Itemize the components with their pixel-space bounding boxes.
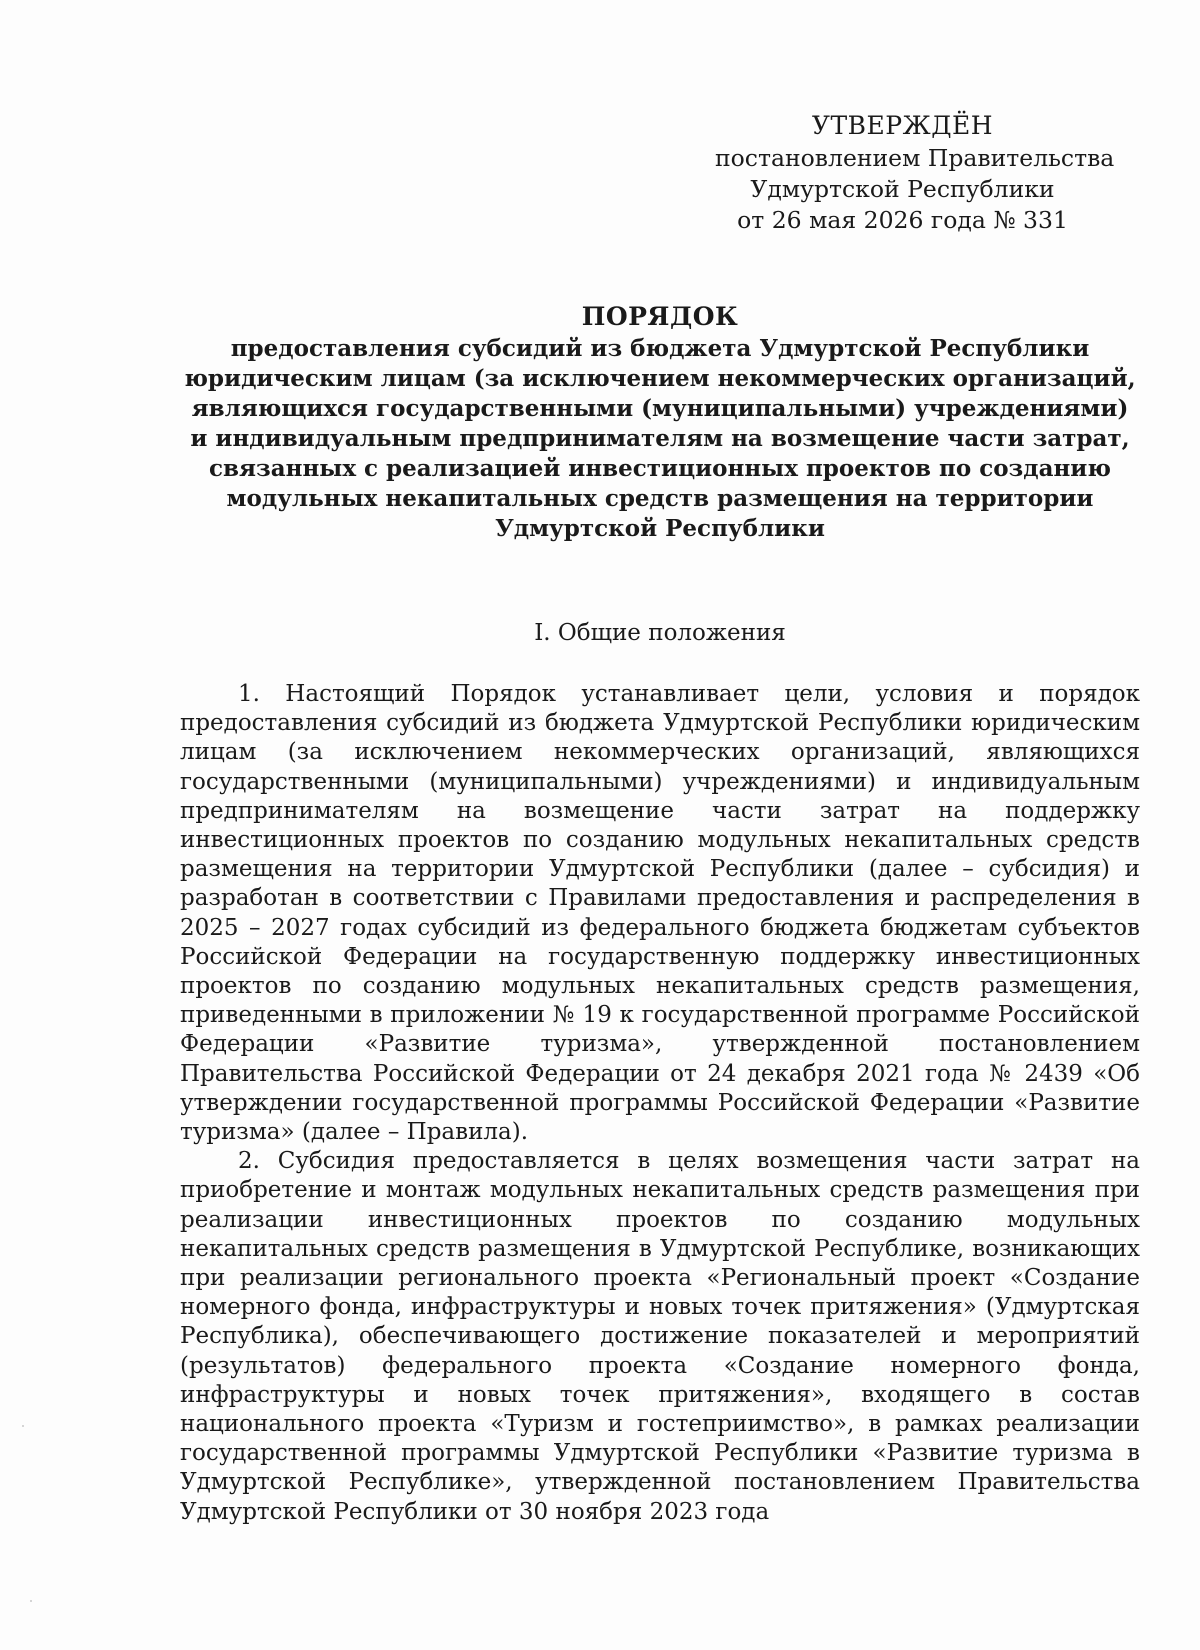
subtitle-line: Удмуртской Республики <box>495 515 825 542</box>
subtitle-line: юридическим лицам (за исключением некоммерческих организаций, <box>184 365 1136 392</box>
approval-date: от 26 мая 2026 года № 331 <box>737 206 1068 234</box>
section-title: I. Общие положения <box>534 620 786 646</box>
approval-line: Удмуртской Республики <box>750 175 1055 203</box>
paragraph: 2. Субсидия предоставляется в целях возмещения части затрат на приобретение и монтаж модульных некапитальных средств размещения при реализации инвестиционных проектов по созданию модульных некапитальных средств размещения в Удмуртской Республике, возникающих при реализации регионального проекта «Региональный проект «Создание номерного фонда, инфраструктуры и новых точек притяжения» (Удмуртская Республика), обеспечивающего достижение показателей и мероприятий (результатов) федерального проекта «Создание номерного фонда, инфраструктуры и новых точек притяжения», входящего в состав национального проекта «Туризм и гостеприимство», в рамках реализации государственной программы Удмуртской Республики «Развитие туризма в Удмуртской Республике», утвержденной постановлением Правительства Удмуртской Республики от 30 ноября 2023 года <box>180 1148 1140 1525</box>
subtitle-line: связанных с реализацией инвестиционных проектов по созданию <box>209 455 1111 482</box>
approval-title: УТВЕРЖДЁН <box>811 111 994 140</box>
subtitle-line: предоставления субсидий из бюджета Удмуртской Республики <box>230 335 1090 362</box>
approval-stamp <box>715 110 1115 236</box>
subtitle-line: и индивидуальным предпринимателям на возмещение части затрат, <box>190 425 1130 452</box>
paragraph: 1. Настоящий Порядок устанавливает цели, условия и порядок предоставления субсидий из бюджета Удмуртской Республики юридическим лицам (за исключением некоммерческих организаций, являющихся государственными (муниципальными) учреждениями) и индивидуальным предпринимателям на возмещение части затрат на поддержку инвестиционных проектов по созданию модульных некапитальных средств размещения на территории Удмуртской Республики (далее – субсидия) и разработан в соответствии с Правилами предоставления и распределения в 2025 – 2027 годах субсидий из федерального бюджета бюджетам субъектов Российской Федерации на государственную поддержку инвестиционных проектов по созданию модульных некапитальных средств размещения, приведенными в приложении № 19 к государственной программе Российской Федерации «Развитие туризма», утвержденной постановлением Правительства Российской Федерации от 24 декабря 2021 года № 2439 «Об утверждении государственной программы Российской Федерации «Развитие туризма» (далее – Правила). <box>180 681 1140 1146</box>
document-title: ПОРЯДОК <box>581 302 739 331</box>
document-body <box>180 680 1140 1527</box>
approval-line: постановлением Правительства <box>715 144 1115 172</box>
subtitle-line: являющихся государственными (муниципальными) учреждениями) <box>191 395 1129 422</box>
subtitle-line: модульных некапитальных средств размещения на территории <box>226 485 1094 512</box>
scan-artifact <box>30 1600 32 1602</box>
document-heading <box>180 300 1140 544</box>
scan-artifact <box>22 1425 24 1427</box>
document-subtitle <box>180 334 1140 544</box>
